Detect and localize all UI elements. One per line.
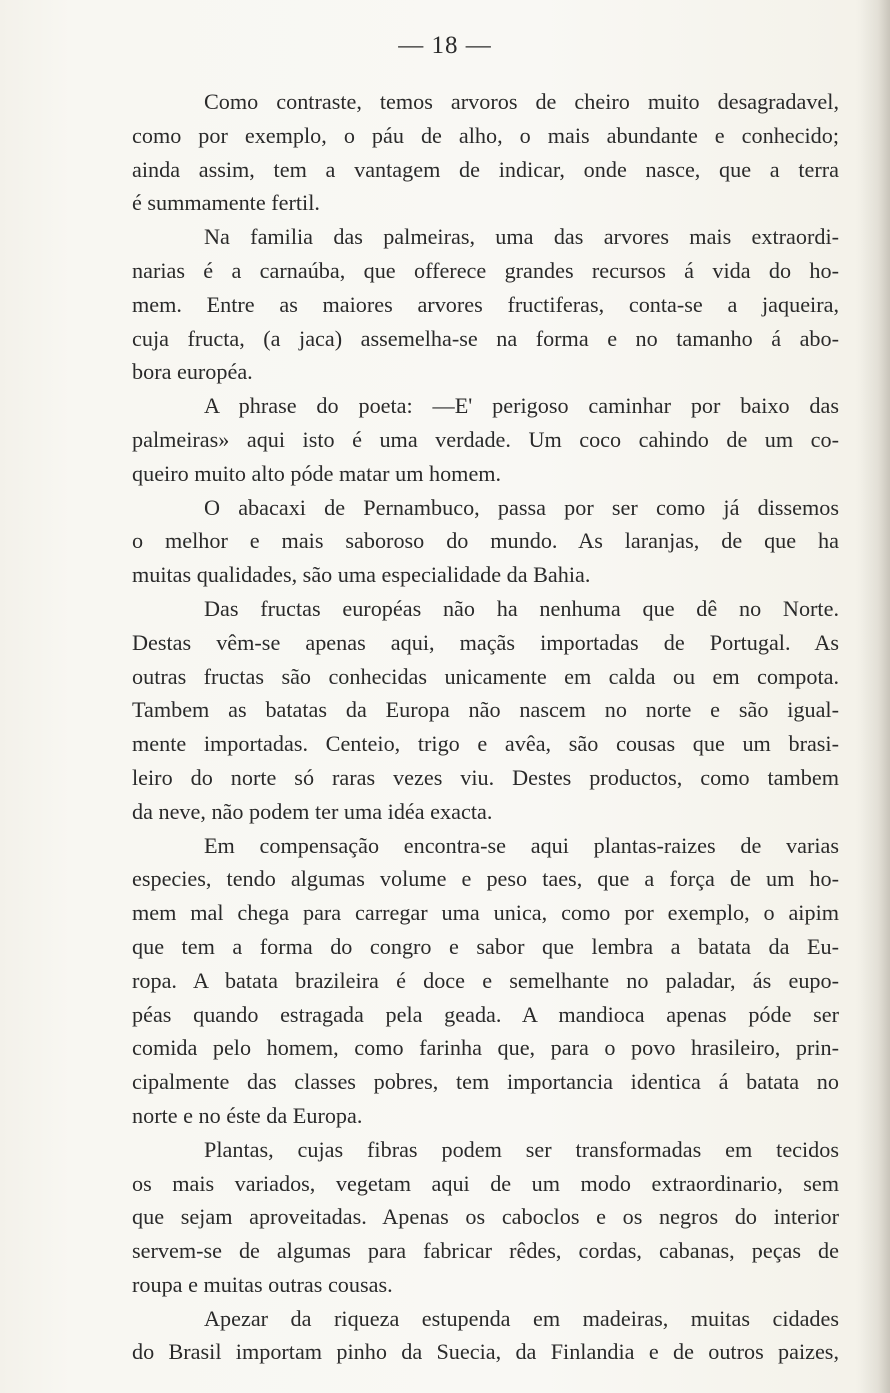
text-line: Como contraste, temos arvoros de cheiro muito desagradavel, <box>204 89 839 114</box>
text-line: o melhor e mais saboroso do mundo. As laranjas, de que ha <box>132 528 839 554</box>
page-edge-shadow <box>860 0 890 1393</box>
text-line: que sejam aproveitadas. Apenas os caboclos e os negros do interior <box>132 1204 839 1230</box>
paragraph <box>132 1133 839 1302</box>
text-line: como por exemplo, o páu de alho, o mais abundante e conhecido; <box>132 122 839 148</box>
text-line: mem. Entre as maiores arvores fructiferas, conta-se a jaqueira, <box>132 291 839 317</box>
text-line: Apezar da riqueza estupenda em madeiras, muitas cidades <box>204 1305 839 1331</box>
paragraph <box>132 491 839 592</box>
text-line: mem mal chega para carregar uma unica, como por exemplo, o aipim <box>132 900 839 926</box>
text-line: leiro do norte só raras vezes viu. Destes productos, como tambem <box>132 764 839 790</box>
paragraph <box>132 220 839 389</box>
text-line: ropa. A batata brazileira é doce e semelhante no paladar, ás eupo- <box>132 967 839 993</box>
paragraph <box>132 389 839 490</box>
text-line: Destas vêm-se apenas aqui, maçãs importadas de Portugal. As <box>132 629 839 655</box>
text-line: muitas qualidades, são uma especialidade da Bahia. <box>132 562 591 588</box>
text-line: bora européa. <box>132 359 253 385</box>
paragraph <box>132 829 839 1133</box>
text-line: que tem a forma do congro e sabor que lembra a batata da Eu- <box>132 933 839 959</box>
text-line: cuja fructa, (a jaca) assemelha-se na forma e no tamanho á abo- <box>132 325 839 351</box>
text-line: A phrase do poeta: —E' perigoso caminhar por baixo das <box>204 393 839 419</box>
text-line: cipalmente das classes pobres, tem importancia identica á batata no <box>132 1069 839 1095</box>
text-line: comida pelo homem, como farinha que, para o povo hrasileiro, prin- <box>132 1035 839 1061</box>
text-line: palmeiras» aqui isto é uma verdade. Um coco cahindo de um co- <box>132 426 839 452</box>
text-line: Plantas, cujas fibras podem ser transformadas em tecidos <box>204 1136 839 1162</box>
text-line: da neve, não podem ter uma idéa exacta. <box>132 798 493 824</box>
paragraph <box>132 1302 839 1370</box>
text-line: especies, tendo algumas volume e peso taes, que a força de um ho- <box>132 866 839 892</box>
page-number: — 18 — <box>398 32 492 59</box>
text-line: servem-se de algumas para fabricar rêdes, cordas, cabanas, peças de <box>132 1238 839 1264</box>
text-line: os mais variados, vegetam aqui de um modo extraordinario, sem <box>132 1170 839 1196</box>
text-line: mente importadas. Centeio, trigo e avêa, são cousas que um brasi- <box>132 731 839 757</box>
paragraph <box>132 85 839 220</box>
text-line: O abacaxi de Pernambuco, passa por ser como já dissemos <box>204 494 839 520</box>
text-line: Na familia das palmeiras, uma das arvores mais extraordi- <box>204 224 839 250</box>
text-line: Tambem as batatas da Europa não nascem no norte e são igual- <box>132 697 839 723</box>
text-line: narias é a carnaúba, que offerece grandes recursos á vida do ho- <box>132 257 839 283</box>
text-line: queiro muito alto póde matar um homem. <box>132 460 502 486</box>
text-line: Em compensação encontra-se aqui plantas-raizes de varias <box>204 832 839 858</box>
body-text <box>132 85 839 1369</box>
text-line: ainda assim, tem a vantagem de indicar, onde nasce, que a terra <box>132 156 839 182</box>
text-line: norte e no éste da Europa. <box>132 1102 363 1128</box>
text-line: Das fructas européas não ha nenhuma que dê no Norte. <box>204 595 839 621</box>
text-line: é summamente fertil. <box>132 190 320 216</box>
paragraph <box>132 592 839 829</box>
text-line: outras fructas são conhecidas unicamente em calda ou em compota. <box>132 663 839 689</box>
text-line: péas quando estragada pela geada. A mandioca apenas póde ser <box>132 1001 839 1027</box>
text-line: do Brasil importam pinho da Suecia, da Finlandia e de outros paizes, <box>132 1339 839 1365</box>
text-line: roupa e muitas outras cousas. <box>132 1271 393 1297</box>
